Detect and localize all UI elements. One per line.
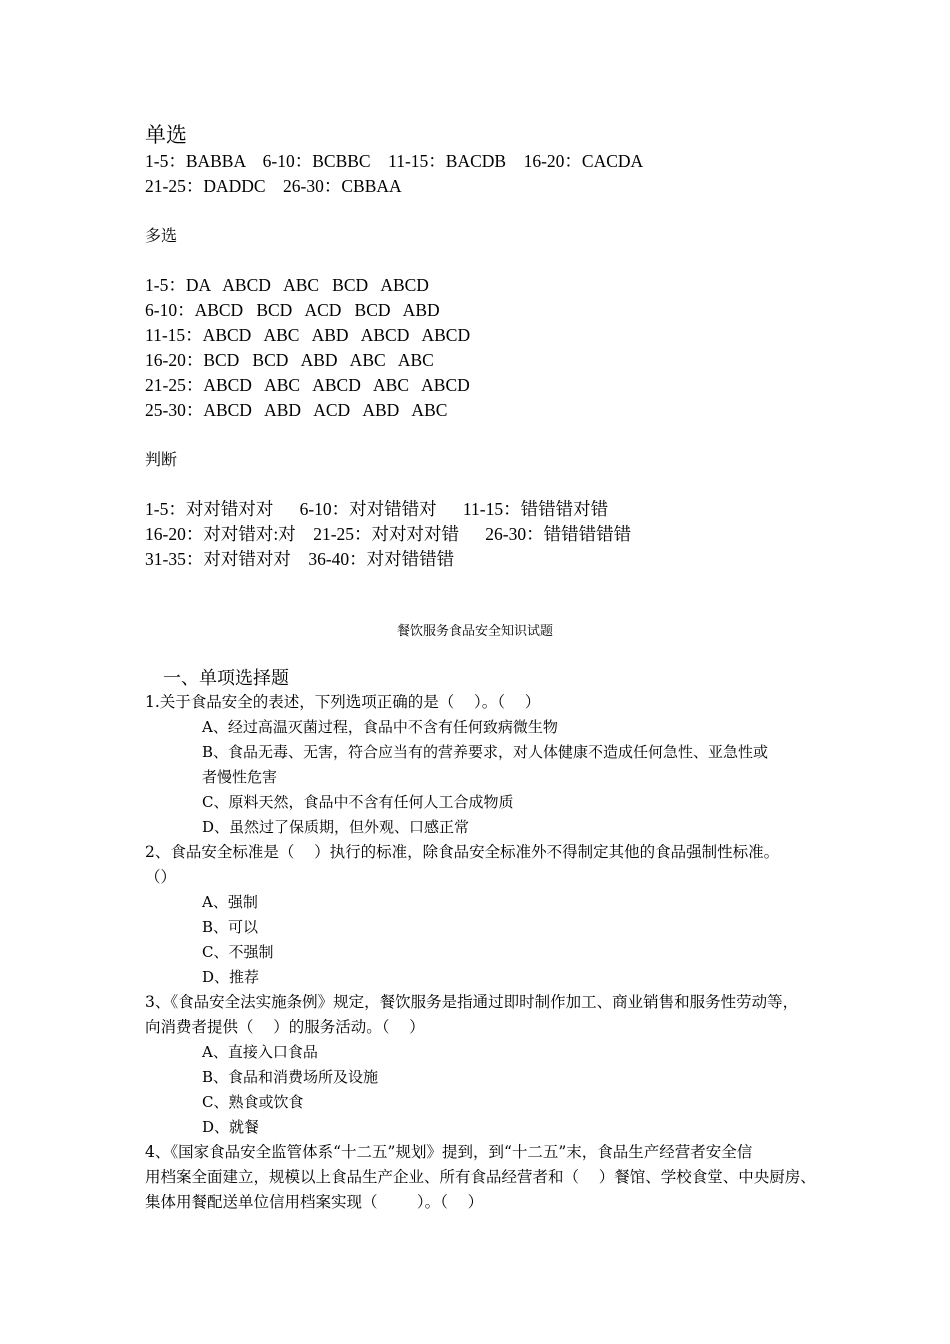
multi-answer-line: 1-5：DA ABCD ABC BCD ABCD [145, 275, 429, 295]
answer-option: D、就餐 [202, 1118, 260, 1136]
judge-answer-line: 31-35：对对错对对 36-40：对对错错错 [145, 549, 455, 569]
question-text: 1.关于食品安全的表述，下列选项正确的是（ ）。（ ） [145, 693, 541, 711]
question-text: 2、食品安全标准是（ ）执行的标准，除食品安全标准外不得制定其他的食品强制性标准。 [145, 843, 780, 861]
answer-option: D、推荐 [202, 968, 260, 986]
answer-option: D、虽然过了保质期，但外观、口感正常 [202, 818, 470, 836]
judge-answer-line: 1-5：对对错对对 6-10：对对错错对 11-15：错错错对错 [145, 499, 609, 519]
answer-option: C、原料天然，食品中不含有任何人工合成物质 [202, 793, 514, 811]
question-text: 4、《国家食品安全监管体系“十二五”规划》提到，到“十二五”末，食品生产经营者安全信 [145, 1143, 753, 1161]
judge-heading: 判断 [145, 450, 178, 469]
multi-answer-line: 11-15：ABCD ABC ABD ABCD ABCD [145, 325, 471, 345]
multi-answer-line: 6-10：ABCD BCD ACD BCD ABD [145, 300, 440, 320]
judge-answer-line: 16-20：对对错对:对 21-25：对对对对错 26-30：错错错错错 [145, 524, 632, 544]
question-text: 向消费者提供（ ）的服务活动。（ ） [145, 1018, 425, 1036]
single-answer-line: 21-25：DADDC 26-30：CBBAA [145, 176, 402, 196]
answer-option: B、可以 [202, 918, 259, 936]
answer-option: A、经过高温灭菌过程，食品中不含有任何致病微生物 [202, 718, 558, 736]
multi-answer-line: 16-20：BCD BCD ABD ABC ABC [145, 350, 434, 370]
single-answer-line: 1-5：BABBA 6-10：BCBBC 11-15：BACDB 16-20：CACDA [145, 151, 644, 171]
answer-option: B、食品和消费场所及设施 [202, 1068, 379, 1086]
section-heading: 一、单项选择题 [163, 668, 289, 689]
question-text: 集体用餐配送单位信用档案实现（ ）。（ ） [145, 1193, 484, 1211]
answer-option-continuation: 者慢性危害 [202, 768, 278, 786]
question-text: 3、《食品安全法实施条例》规定，餐饮服务是指通过即时制作加工、商业销售和服务性劳动等， [145, 993, 799, 1011]
multi-answer-line: 21-25：ABCD ABC ABCD ABC ABCD [145, 375, 470, 395]
question-text: 用档案全面建立，规模以上食品生产企业、所有食品经营者和（ ）餐馆、学校食堂、中央厨房、 [145, 1168, 816, 1186]
question-text: （） [145, 868, 177, 886]
multi-answer-line: 25-30：ABCD ABD ACD ABD ABC [145, 400, 448, 420]
single-choice-heading: 单选 [145, 123, 187, 147]
answer-option: A、直接入口食品 [202, 1043, 318, 1061]
exam-title: 餐饮服务食品安全知识试题 [396, 624, 553, 639]
answer-option: C、熟食或饮食 [202, 1093, 304, 1111]
multi-choice-heading: 多选 [145, 226, 178, 245]
answer-option: B、食品无毒、无害，符合应当有的营养要求，对人体健康不造成任何急性、亚急性或 [202, 743, 769, 761]
answer-option: C、不强制 [202, 943, 274, 961]
answer-option: A、强制 [202, 893, 258, 911]
